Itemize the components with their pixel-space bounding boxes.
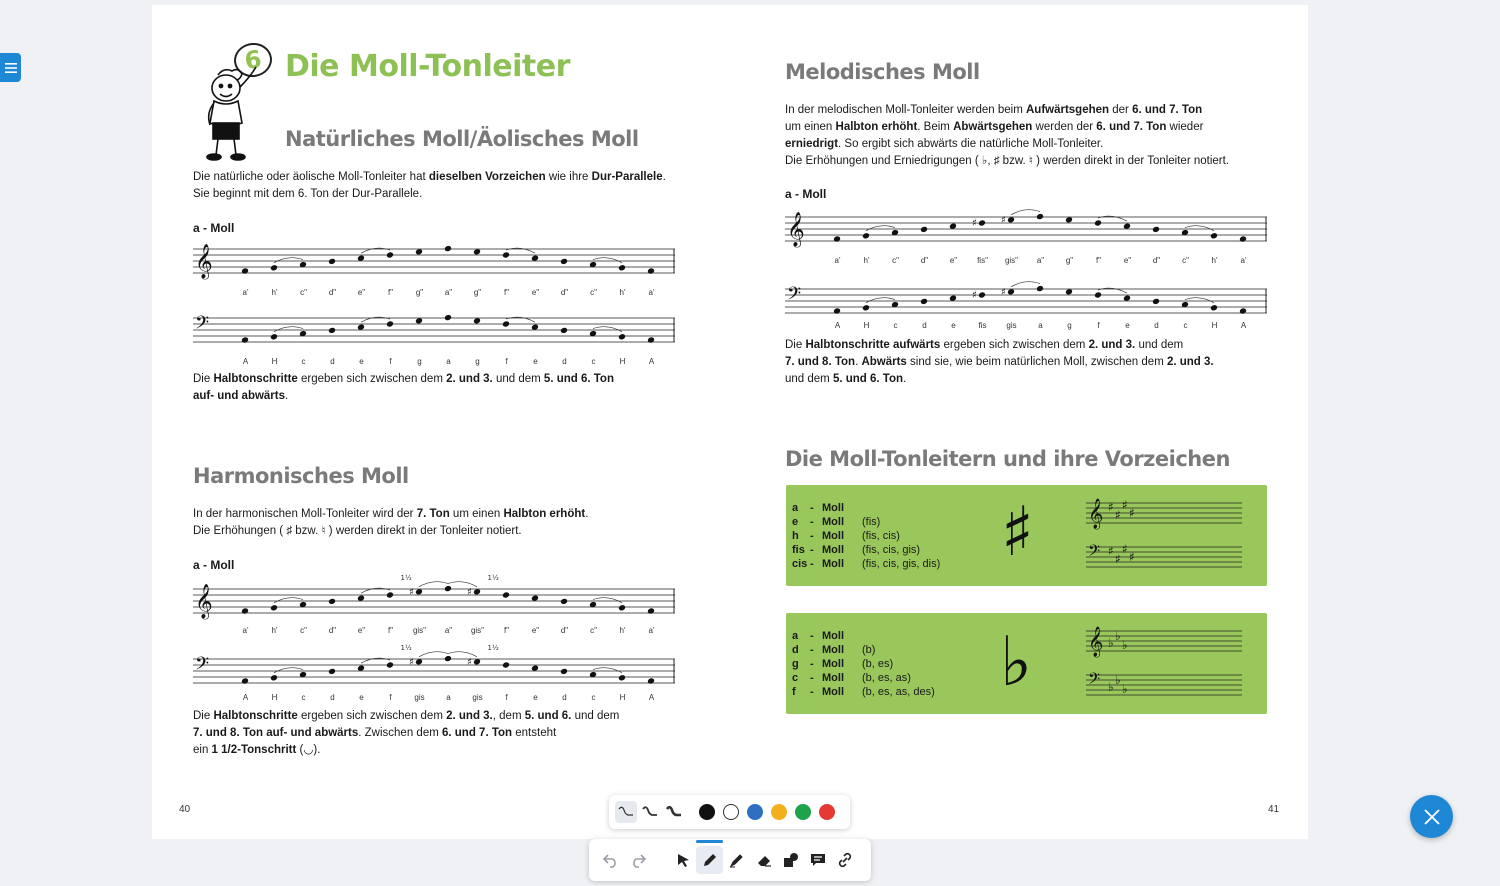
key-row bbox=[792, 501, 962, 515]
section-natural-minor-summary: Die Halbtonschritte ergeben sich zwischen dem 2. und 3. und dem 5. und 6. Ton auf- und abwärts. bbox=[193, 373, 614, 402]
note-name: H bbox=[271, 693, 278, 702]
note-name: a" bbox=[444, 288, 453, 297]
section-title-harmonic-minor: Harmonisches Moll bbox=[193, 464, 409, 488]
pen-palette bbox=[609, 795, 850, 829]
key-a: (fis, cis) bbox=[862, 530, 900, 542]
note-name: f" bbox=[387, 626, 394, 635]
note-name: H bbox=[271, 357, 278, 366]
key-a: (fis) bbox=[862, 516, 881, 528]
svg-text:𝄢: 𝄢 bbox=[787, 284, 802, 309]
note-name: gis bbox=[414, 693, 425, 702]
key-a: (b) bbox=[862, 644, 876, 656]
color-swatch[interactable] bbox=[819, 804, 835, 820]
color-swatch[interactable] bbox=[795, 804, 811, 820]
note-name: a bbox=[446, 357, 451, 366]
key-row bbox=[792, 629, 962, 643]
key-row bbox=[792, 643, 962, 657]
key-row bbox=[792, 685, 962, 699]
note-name: f bbox=[505, 693, 508, 702]
note-name: a' bbox=[648, 626, 655, 635]
note-name: gis" bbox=[412, 626, 427, 635]
key-m: Moll bbox=[822, 558, 844, 570]
note-name: g bbox=[417, 357, 422, 366]
key-a: (fis, cis, gis, dis) bbox=[862, 558, 941, 570]
link-icon[interactable] bbox=[831, 846, 858, 874]
key-a bbox=[862, 629, 962, 643]
note-name: e bbox=[359, 357, 364, 366]
section-melodic-minor-text: In der melodischen Moll-Tonleiter werden beim Aufwärtsgehen der 6. und 7. Ton um einen Halbton erhöht. Beim Abwärtsgehen werden der 6. und 7. Ton wieder erniedrigt. So ergibt sich abwärts die natürliche Moll-Tonleiter. Die Erhöhungen und Erniedrigungen ( ♭, ♯ bzw. ♮ ) werden direkt in der Tonleiter notiert. bbox=[785, 104, 1230, 167]
key-d: - bbox=[810, 644, 814, 656]
note-name: h' bbox=[271, 626, 278, 635]
note-name: A bbox=[242, 357, 249, 366]
note-name: c" bbox=[590, 288, 597, 297]
note-name: d bbox=[1154, 321, 1159, 330]
key-d: - bbox=[810, 516, 814, 528]
note-name: f" bbox=[387, 288, 394, 297]
treble-staff-melodic bbox=[785, 197, 1267, 253]
color-swatch[interactable] bbox=[771, 804, 787, 820]
note-name: f bbox=[389, 357, 392, 366]
key-k: a bbox=[792, 502, 799, 514]
svg-text:♯: ♯ bbox=[972, 218, 977, 229]
book-spread bbox=[152, 5, 1308, 839]
note-name: e" bbox=[949, 256, 958, 265]
svg-text:𝄞: 𝄞 bbox=[1088, 499, 1104, 529]
flat-key-signature-staves bbox=[1086, 619, 1242, 707]
note-names-bass-melodic bbox=[823, 321, 1258, 330]
note-name: H bbox=[619, 357, 626, 366]
svg-text:♯: ♯ bbox=[409, 586, 414, 598]
svg-text:1½: 1½ bbox=[487, 643, 499, 652]
svg-text:𝄢: 𝄢 bbox=[195, 313, 210, 338]
svg-text:♭: ♭ bbox=[1115, 629, 1121, 643]
svg-text:♭: ♭ bbox=[1108, 636, 1114, 650]
note-name: c bbox=[591, 357, 596, 366]
note-name: a' bbox=[1240, 256, 1247, 265]
flat-keys-box bbox=[786, 613, 1267, 714]
note-name: d bbox=[330, 693, 335, 702]
note-name: c bbox=[301, 357, 306, 366]
treble-staff-harmonic bbox=[193, 569, 675, 625]
key-m: Moll bbox=[822, 686, 844, 698]
svg-text:♯: ♯ bbox=[1122, 498, 1128, 512]
svg-text:♭: ♭ bbox=[1108, 680, 1114, 694]
bass-staff-harmonic bbox=[193, 639, 675, 695]
note-name: f bbox=[505, 357, 508, 366]
note-name: h' bbox=[271, 288, 278, 297]
svg-text:1½: 1½ bbox=[400, 643, 412, 652]
key-k: f bbox=[792, 686, 796, 698]
key-d: - bbox=[810, 502, 814, 514]
left-page bbox=[152, 5, 730, 839]
note-name: g bbox=[1067, 321, 1072, 330]
sharp-keys-list bbox=[792, 501, 962, 571]
pen-icon[interactable] bbox=[696, 846, 723, 874]
svg-text:1½: 1½ bbox=[487, 573, 499, 582]
section-harmonic-minor-summary: Die Halbtonschritte ergeben sich zwischen dem 2. und 3., dem 5. und 6. und dem 7. und 8. Ton auf- und abwärts. Zwischen dem 6. und 7. Ton entsteht ein 1 1/2-Tonschritt (◡). bbox=[193, 710, 620, 756]
note-name: d" bbox=[328, 626, 337, 635]
key-k: h bbox=[792, 530, 799, 542]
key-row bbox=[792, 671, 962, 685]
key-m: Moll bbox=[822, 502, 844, 514]
key-m: Moll bbox=[822, 530, 844, 542]
note-name: c bbox=[591, 693, 596, 702]
close-button[interactable] bbox=[1410, 795, 1453, 838]
note-name: A bbox=[648, 357, 655, 366]
note-name: a' bbox=[834, 256, 841, 265]
key-a: (b, es) bbox=[862, 658, 894, 670]
note-name: gis bbox=[1006, 321, 1017, 330]
highlighter-icon[interactable] bbox=[723, 846, 750, 874]
flat-symbol: ♭ bbox=[1000, 623, 1033, 702]
note-name: g" bbox=[415, 288, 424, 297]
svg-text:♭: ♭ bbox=[1122, 682, 1128, 696]
sharp-key-signature-staves bbox=[1086, 491, 1242, 579]
svg-text:♯: ♯ bbox=[1001, 214, 1006, 226]
svg-text:♯: ♯ bbox=[1115, 508, 1121, 522]
note-name: f" bbox=[1095, 256, 1102, 265]
svg-text:♯: ♯ bbox=[1122, 542, 1128, 556]
section-title-natural-minor: Natürliches Moll/Äolisches Moll bbox=[285, 127, 639, 151]
note-name: g bbox=[475, 357, 480, 366]
key-row bbox=[792, 657, 962, 671]
key-d: - bbox=[810, 672, 814, 684]
svg-text:♯: ♯ bbox=[972, 290, 977, 301]
svg-text:𝄢: 𝄢 bbox=[195, 654, 210, 679]
note-name: d" bbox=[560, 288, 569, 297]
note-name: c" bbox=[590, 626, 597, 635]
note-name: c bbox=[893, 321, 898, 330]
note-name: d bbox=[330, 357, 335, 366]
key-m: Moll bbox=[822, 544, 844, 556]
note-name: A bbox=[834, 321, 841, 330]
pen-thin-icon[interactable] bbox=[615, 801, 637, 823]
color-swatch[interactable] bbox=[699, 804, 715, 820]
key-row bbox=[792, 529, 962, 543]
note-names-bass-natural bbox=[231, 357, 666, 366]
key-m: Moll bbox=[822, 630, 844, 642]
note-name: c" bbox=[300, 288, 307, 297]
note-name: g" bbox=[473, 288, 482, 297]
note-name: e bbox=[359, 693, 364, 702]
key-k: a bbox=[792, 630, 799, 642]
key-row bbox=[792, 543, 962, 557]
note-name: d bbox=[922, 321, 927, 330]
flat-keys-list bbox=[792, 629, 962, 699]
svg-text:♯: ♯ bbox=[1108, 544, 1114, 558]
key-k: e bbox=[792, 516, 799, 528]
key-k: c bbox=[792, 672, 799, 684]
svg-text:♯: ♯ bbox=[1129, 550, 1135, 564]
note-name: H bbox=[619, 693, 626, 702]
svg-text:♯: ♯ bbox=[1001, 286, 1006, 298]
note-name: A bbox=[648, 693, 655, 702]
note-name: f" bbox=[503, 626, 510, 635]
side-menu-button[interactable] bbox=[0, 53, 21, 82]
note-name: c" bbox=[892, 256, 899, 265]
note-name: fis bbox=[978, 321, 987, 330]
svg-text:1½: 1½ bbox=[400, 573, 412, 582]
key-k: g bbox=[792, 658, 799, 670]
note-name: e" bbox=[357, 626, 366, 635]
note-name: c bbox=[1183, 321, 1188, 330]
note-name: a' bbox=[648, 288, 655, 297]
svg-text:♯: ♯ bbox=[1129, 506, 1135, 520]
note-name: c" bbox=[300, 626, 307, 635]
note-name: d bbox=[562, 693, 567, 702]
note-name: h' bbox=[1211, 256, 1218, 265]
section-title-melodic-minor: Melodisches Moll bbox=[785, 60, 980, 84]
key-row bbox=[792, 557, 962, 571]
svg-text:♭: ♭ bbox=[1115, 673, 1121, 687]
pointer-icon[interactable] bbox=[669, 846, 696, 874]
note-name: e" bbox=[531, 626, 540, 635]
bass-staff-melodic bbox=[785, 269, 1267, 325]
scale-label-natural: a - Moll bbox=[193, 221, 235, 235]
color-swatch[interactable] bbox=[747, 804, 763, 820]
svg-text:𝄞: 𝄞 bbox=[195, 244, 213, 279]
scale-label-melodic: a - Moll bbox=[785, 187, 827, 201]
svg-text:♯: ♯ bbox=[409, 656, 414, 668]
note-name: h' bbox=[619, 626, 626, 635]
section-title-key-signatures: Die Moll-Tonleitern und ihre Vorzeichen bbox=[785, 447, 1230, 471]
page-number-right: 41 bbox=[1268, 804, 1280, 815]
mascot-boy-illustration bbox=[196, 63, 268, 163]
key-m: Moll bbox=[822, 516, 844, 528]
note-name: e bbox=[951, 321, 956, 330]
svg-text:𝄞: 𝄞 bbox=[787, 212, 805, 247]
svg-text:♭: ♭ bbox=[1122, 638, 1128, 652]
pen-medium-icon[interactable] bbox=[639, 801, 661, 823]
scale-label-harmonic: a - Moll bbox=[193, 558, 235, 572]
section-harmonic-minor-text: In der harmonischen Moll-Tonleiter wird der 7. Ton um einen Halbton erhöht. Die Erhöhungen ( ♯ bzw. ♮ ) werden direkt in der Tonleiter notiert. bbox=[193, 508, 589, 537]
key-k: fis bbox=[792, 544, 805, 556]
note-name: fis" bbox=[977, 256, 988, 265]
eraser-icon[interactable] bbox=[750, 846, 777, 874]
section-melodic-minor-summary: Die Halbtonschritte aufwärts ergeben sich zwischen dem 2. und 3. und dem 7. und 8. Ton. Abwärts sind sie, wie beim natürlichen Moll, zwischen dem 2. und 3. und dem 5. und 6. Ton. bbox=[785, 339, 1214, 385]
note-name: A bbox=[242, 693, 249, 702]
shapes-icon[interactable] bbox=[777, 846, 804, 874]
note-names-bass-harmonic bbox=[231, 693, 666, 702]
note-name: g" bbox=[1065, 256, 1074, 265]
key-d: - bbox=[810, 658, 814, 670]
note-name: f" bbox=[503, 288, 510, 297]
note-name: a' bbox=[242, 288, 249, 297]
annotation-toolbar bbox=[589, 839, 871, 881]
page-number-left: 40 bbox=[179, 804, 191, 815]
note-name: a" bbox=[444, 626, 453, 635]
note-name: d" bbox=[560, 626, 569, 635]
note-names-treble-melodic bbox=[823, 256, 1258, 265]
color-swatches bbox=[691, 804, 835, 820]
note-name: gis bbox=[472, 693, 483, 702]
note-name: e" bbox=[1123, 256, 1132, 265]
key-a bbox=[862, 501, 962, 515]
note-name: a" bbox=[1036, 256, 1045, 265]
key-a: (b, es, as, des) bbox=[862, 686, 935, 698]
key-a: (fis, cis, gis) bbox=[862, 544, 921, 556]
note-name: h' bbox=[863, 256, 870, 265]
undo-icon[interactable] bbox=[597, 846, 624, 874]
note-name: gis" bbox=[470, 626, 485, 635]
note-name: c" bbox=[1182, 256, 1189, 265]
comment-icon[interactable] bbox=[804, 846, 831, 874]
bass-staff-natural bbox=[193, 308, 675, 354]
note-name: e" bbox=[531, 288, 540, 297]
svg-text:𝄢: 𝄢 bbox=[1088, 670, 1101, 692]
key-m: Moll bbox=[822, 644, 844, 656]
note-name: A bbox=[1240, 321, 1247, 330]
note-name: e bbox=[533, 357, 538, 366]
note-names-treble-harmonic bbox=[231, 626, 666, 635]
key-k: d bbox=[792, 644, 799, 656]
note-name: e" bbox=[357, 288, 366, 297]
note-name: a bbox=[446, 693, 451, 702]
svg-text:♯: ♯ bbox=[1115, 552, 1121, 566]
key-m: Moll bbox=[822, 672, 844, 684]
key-d: - bbox=[810, 686, 814, 698]
key-a: (b, es, as) bbox=[862, 672, 911, 684]
note-name: d" bbox=[920, 256, 929, 265]
note-name: d" bbox=[328, 288, 337, 297]
color-swatch[interactable] bbox=[723, 804, 739, 820]
note-name: e bbox=[533, 693, 538, 702]
sharp-keys-box bbox=[786, 485, 1267, 586]
page-title: Die Moll-Tonleiter bbox=[285, 49, 570, 84]
sharp-symbol: ♯ bbox=[1001, 493, 1034, 572]
close-icon bbox=[1423, 808, 1441, 826]
svg-text:♯: ♯ bbox=[1108, 500, 1114, 514]
key-d: - bbox=[810, 630, 814, 642]
key-row bbox=[792, 515, 962, 529]
note-name: a bbox=[1038, 321, 1043, 330]
note-name: gis" bbox=[1004, 256, 1019, 265]
note-name: a' bbox=[242, 626, 249, 635]
svg-text:𝄞: 𝄞 bbox=[195, 584, 213, 619]
note-name: c bbox=[301, 693, 306, 702]
key-m: Moll bbox=[822, 658, 844, 670]
note-names-treble-natural bbox=[231, 288, 666, 297]
note-name: f bbox=[389, 693, 392, 702]
key-d: - bbox=[810, 544, 814, 556]
treble-staff-natural bbox=[193, 239, 675, 285]
svg-text:𝄞: 𝄞 bbox=[1088, 627, 1104, 657]
note-name: H bbox=[863, 321, 870, 330]
note-name: d" bbox=[1152, 256, 1161, 265]
key-d: - bbox=[810, 558, 814, 570]
note-name: e bbox=[1125, 321, 1130, 330]
redo-icon[interactable] bbox=[624, 846, 651, 874]
svg-text:♯: ♯ bbox=[467, 586, 472, 598]
svg-text:𝄢: 𝄢 bbox=[1088, 542, 1101, 564]
chapter-number: 6 bbox=[232, 41, 274, 80]
note-name: H bbox=[1211, 321, 1218, 330]
note-name: d bbox=[562, 357, 567, 366]
note-name: h' bbox=[619, 288, 626, 297]
note-name: f bbox=[1097, 321, 1100, 330]
key-d: - bbox=[810, 530, 814, 542]
menu-icon bbox=[5, 63, 17, 73]
svg-text:♯: ♯ bbox=[467, 656, 472, 668]
key-k: cis bbox=[792, 558, 808, 570]
pen-thick-icon[interactable] bbox=[663, 801, 685, 823]
section-natural-minor-text: Die natürliche oder äolische Moll-Tonleiter hat dieselben Vorzeichen wie ihre Dur-Parallele. Sie beginnt mit dem 6. Ton der Dur-Parallele. bbox=[193, 171, 666, 200]
